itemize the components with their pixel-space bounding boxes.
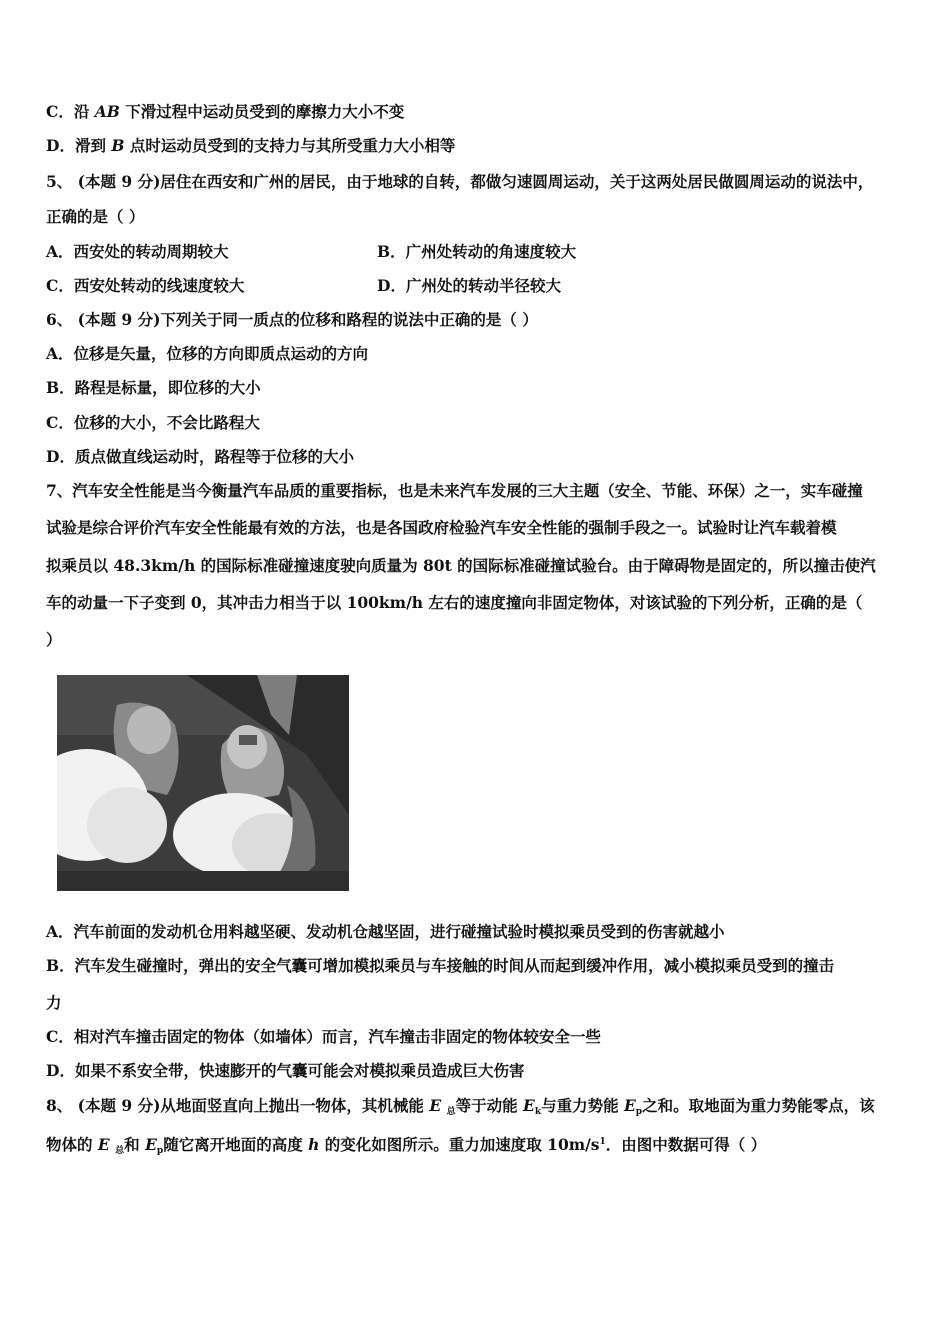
option-label: C． bbox=[46, 276, 74, 295]
q4-option-d: D．滑到 B 点时运动员受到的支持力与其所受重力大小相等 bbox=[46, 136, 456, 155]
q6-option-c: C．位移的大小，不会比路程大 bbox=[46, 413, 260, 432]
q7-stem-line1: 7、汽车安全性能是当今衡量汽车品质的重要指标，也是未来汽车发展的三大主题（安全、节能、环保）之一，实车碰撞 bbox=[46, 481, 863, 500]
option-label: A． bbox=[46, 344, 74, 363]
q7-option-b-line1: B．汽车发生碰撞时，弹出的安全气囊可增加模拟乘员与车接触的时间从而起到缓冲作用，减小模拟乘员受到的撞击 bbox=[46, 956, 835, 975]
q5-stem-line1: 5、 (本题 9 分)居住在西安和广州的居民，由于地球的自转，都做匀速圆周运动，关于这两处居民做圆周运动的说法中， bbox=[46, 172, 874, 191]
q7-option-a: A．汽车前面的发动机仓用料越坚硬、发动机仓越坚固，进行碰撞试验时模拟乘员受到的伤害就越小 bbox=[46, 922, 725, 941]
q7-stem-line2: 试验是综合评价汽车安全性能最有效的方法，也是各国政府检验汽车安全性能的强制手段之一。试验时让汽车载着模 bbox=[46, 518, 837, 537]
q7-option-c: C．相对汽车撞击固定的物体（如墙体）而言，汽车撞击非固定的物体较安全一些 bbox=[46, 1027, 601, 1046]
option-label: B． bbox=[46, 956, 75, 975]
q5-option-a: A．西安处的转动周期较大 bbox=[46, 242, 229, 261]
option-label: A． bbox=[46, 922, 74, 941]
q7-option-b-line2: 力 bbox=[46, 993, 62, 1012]
q6-option-a: A．位移是矢量，位移的方向即质点运动的方向 bbox=[46, 344, 369, 363]
q6-option-d: D．质点做直线运动时，路程等于位移的大小 bbox=[46, 447, 354, 466]
q7-stem-line3: 拟乘员以 48.3km/h 的国际标准碰撞速度驶向质量为 80t 的国际标准碰撞试验台。由于障碍物是固定的，所以撞击使汽 bbox=[46, 556, 876, 575]
q7-stem-line4: 车的动量一下子变到 0，其冲击力相当于以 100km/h 左右的速度撞向非固定物体，对该试验的下列分析，正确的是（ bbox=[46, 593, 863, 612]
q8-stem-line1: 8、 (本题 9 分)从地面竖直向上抛出一物体，其机械能 E $_总$等于动能 $E_k$与重力势能 $E_p$之和。取地面为重力势能零点，该 bbox=[46, 1096, 875, 1117]
q5-option-c: C．西安处转动的线速度较大 bbox=[46, 276, 245, 295]
option-label: C． bbox=[46, 413, 74, 432]
q8-stem-line2: 物体的 E $_总$和 $E_p$随它离开地面的高度 h 的变化如图所示。重力加速度取 $10m/s^1$．由图中数据可得（ ） bbox=[46, 1135, 767, 1156]
q5-option-b: B．广州处转动的角速度较大 bbox=[377, 242, 577, 261]
q6-stem: 6、 (本题 9 分)下列关于同一质点的位移和路程的说法中正确的是（ ） bbox=[46, 310, 538, 329]
option-label: D． bbox=[46, 136, 75, 155]
option-label: D． bbox=[46, 1061, 75, 1080]
q4-option-c: C．沿 AB 下滑过程中运动员受到的摩擦力大小不变 bbox=[46, 102, 405, 121]
q5-option-d: D．广州处的转动半径较大 bbox=[377, 276, 561, 295]
option-label: B． bbox=[46, 378, 75, 397]
option-label: C． bbox=[46, 1027, 74, 1046]
var-ab: AB bbox=[94, 102, 120, 121]
option-label: B． bbox=[377, 242, 406, 261]
crash-test-photo bbox=[57, 675, 349, 891]
q5-stem-line2: 正确的是（ ） bbox=[46, 207, 145, 226]
var-b: B bbox=[111, 136, 125, 155]
option-label: D． bbox=[46, 447, 75, 466]
option-label: D． bbox=[377, 276, 406, 295]
q6-option-b: B．路程是标量，即位移的大小 bbox=[46, 378, 261, 397]
option-label: A． bbox=[46, 242, 74, 261]
q7-stem-line5: ） bbox=[46, 630, 62, 649]
q7-option-d: D．如果不系安全带，快速膨开的气囊可能会对模拟乘员造成巨大伤害 bbox=[46, 1061, 525, 1080]
option-label: C． bbox=[46, 102, 74, 121]
